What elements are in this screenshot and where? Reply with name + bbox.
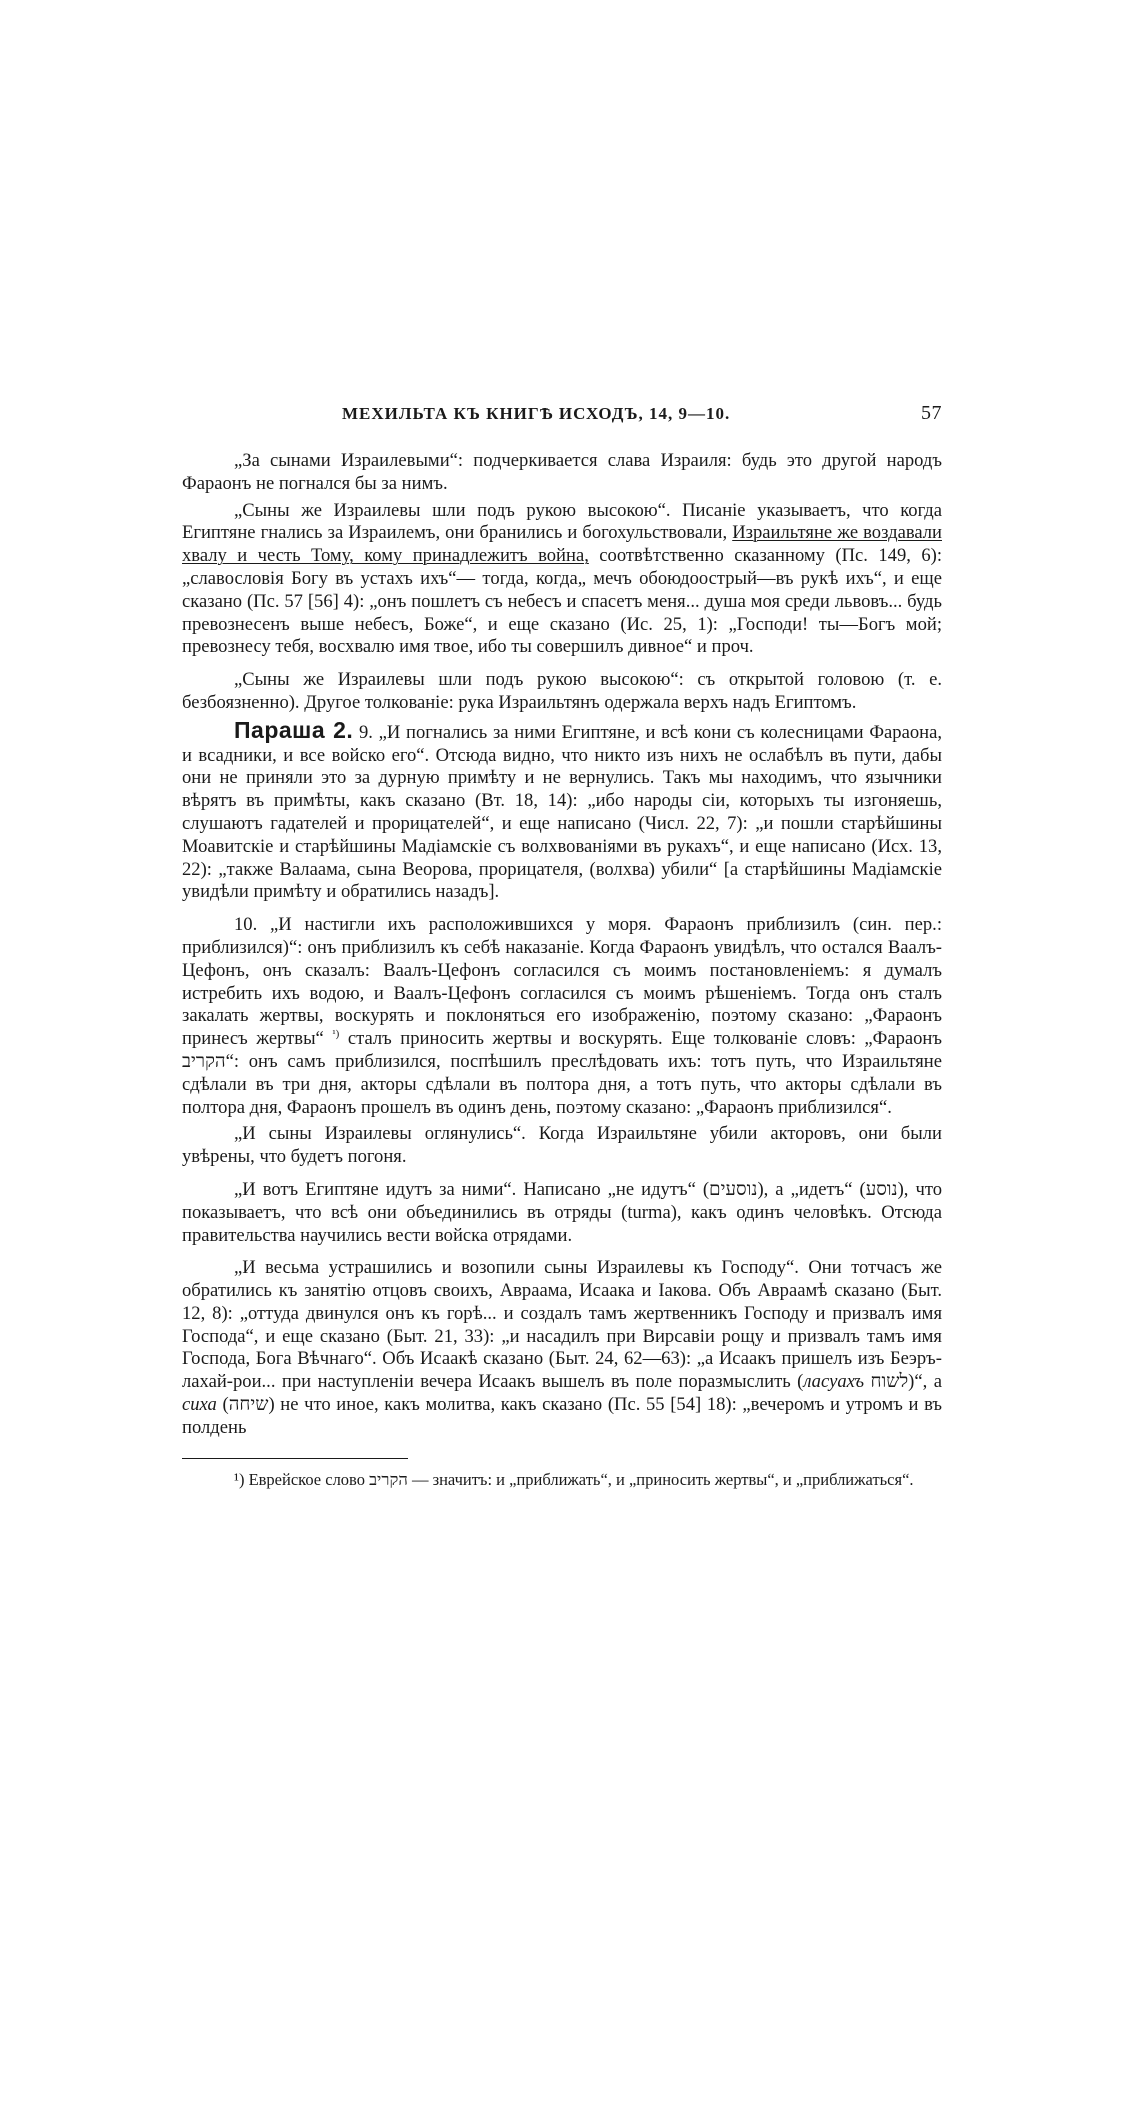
paragraph-2: [182, 500, 942, 660]
paragraph-8-text-c: (שיחה) не что иное, какъ молитва, какъ сказано (Пс. 55 [54] 18): „вечеромъ и утромъ и въ полдень: [182, 1394, 943, 1438]
paragraph-5-text-a: 10. „И настигли ихъ расположившихся у моря. Фараонъ приблизилъ (син. пер.: приблизился)“: онъ приблизилъ къ себѣ наказаніе. Когда Фараонъ увидѣлъ, что остался Ваалъ-Цефонъ, онъ сказалъ: Ваалъ-Цефонъ согласился съ моимъ постановленіемъ: я думалъ истребить ихъ водою, и Ваалъ-Цефонъ согласился съ моимъ рѣшеніемъ. Тогда онъ сталъ закалать жертвы, воскурять и поклоняться его изображенію, поэтому сказано: „Фараонъ принесъ жертвы“: [182, 914, 942, 1050]
page-number: 57: [921, 402, 942, 424]
parasha-heading: Параша 2.: [234, 716, 354, 743]
footnote: ¹) Еврейское слово הקריב — значитъ: и „приближать“, и „приносить жертвы“, и „приближаться“.: [234, 1469, 914, 1489]
paragraph-3: [182, 669, 942, 715]
transliteration-sikha: сиха: [182, 1394, 217, 1416]
paragraph-7-text: „И вотъ Египтяне идутъ за ними“. Написано „не идутъ“ (נוסעים), а „идетъ“ (נוסע), что показываетъ, что всѣ они объединились въ отряды (turma), какъ одинъ человѣкъ. Отсюда правительства научились вести войска отрядами.: [182, 1178, 942, 1246]
transliteration-lasuakh: ласуахъ: [803, 1371, 865, 1393]
paragraph-8: [182, 1257, 942, 1439]
page-header: [182, 398, 942, 432]
paragraph-5-text-b: сталъ приносить жертвы и воскурять. Еще толкованіе словъ: „Фараонъ הקריב“: онъ самъ приблизился, поспѣшилъ преслѣдовать ихъ: тотъ путь, что Израильтяне сдѣлали въ три дня, акторы сдѣлали въ полтора дня, а тотъ путь, что акторы сдѣлали въ полтора дня, Фараонъ прошелъ въ одинъ день, поэтому сказано: „Фараонъ приблизился“.: [182, 1028, 943, 1118]
running-title: МЕХИЛЬТА КЪ КНИГѢ ИСХОДЪ, 14, 9—10.: [342, 404, 731, 423]
paragraph-1: [182, 450, 942, 496]
paragraph-3-text: „Сыны же Израилевы шли подъ рукою высокою“: съ открытой головою (т. е. безбоязненно). Другое толкованіе: рука Израильтянъ одержала верхъ надъ Египтомъ.: [182, 669, 942, 713]
paragraph-4-text: 9. „И погнались за ними Египтяне, и всѣ кони съ колесницами Фараона, и всадники, и все войско его“. Отсюда видно, что никто изъ нихъ не ослабѣлъ въ пути, дабы они не приняли это за дурную примѣту и не вернулись. Такъ мы находимъ, что язычники вѣрятъ въ примѣты, какъ сказано (Вт. 18, 14): „ибо народы сіи, которыхъ ты изгоняешь, слушаютъ гадателей и прорицателей“, и еще написано (Числ. 22, 7): „и пошли старѣйшины Моавитскіе и старѣйшины Мадіамскіе съ волхвованіями въ рукахъ“, и еще написано (Исх. 13, 22): „также Валаама, сына Веорова, прорицателя, (волхва) убили“ [а старѣйшины Мадіамскіе увидѣли примѣту и обратились назадъ].: [182, 721, 942, 903]
underlined-passage: Израильтяне же воздавали хвалу и честь Тому, кому принадлежитъ война,: [182, 522, 942, 567]
page-body: [182, 450, 942, 1491]
paragraph-8-text-a: „И весьма устрашились и возопили сыны Израилевы къ Господу“. Они тотчасъ же обратились къ занятію отцовъ своихъ, Авраама, Исаака и Іакова. Объ Авраамѣ сказано (Быт. 12, 8): „оттуда двинулся онъ къ горѣ... и создалъ тамъ жертвенникъ Господу и призвалъ имя Господа“, и еще сказано (Быт. 21, 33): „и насадилъ при Вирсавіи рощу и призвалъ тамъ имя Господа, Бога Вѣчнаго“. Объ Исаакѣ сказано (Быт. 24, 62—63): „а Исаакъ пришелъ изъ Беэръ-лахай-рои... при наступленіи вечера Исаакъ вышелъ въ поле поразмыслить (: [182, 1257, 942, 1393]
book-page: [182, 398, 942, 1495]
paragraph-8-text-b: לשוח)“, а: [864, 1371, 942, 1393]
footnote-divider: [182, 1458, 408, 1459]
paragraph-5: [182, 914, 942, 1119]
paragraph-6-text: „И сыны Израилевы оглянулись“. Когда Израильтяне убили акторовъ, они были увѣрены, что будетъ погоня.: [182, 1123, 942, 1168]
paragraph-7: [182, 1179, 942, 1247]
paragraph-2-text-b: соотвѣтственно сказанному (Пс. 149, 6): „славословія Богу въ устахъ ихъ“— тогда, когда„ мечъ обоюдоострый—въ рукѣ ихъ“, и еще сказано (Пс. 57 [56] 4): „онъ пошлетъ съ небесъ и спасетъ меня... душа моя среди львовъ... будь превознесенъ выше небесъ, Боже“, и еще сказано (Ис. 25, 1): „Господи! ты—Богъ мой; превознесу тебя, восхвалю имя твое, ибо ты совершилъ дивное“ и проч.: [182, 545, 942, 658]
footnote-reference: ¹): [332, 1027, 340, 1040]
paragraph-4: [182, 716, 942, 904]
paragraph-1-text: „За сынами Израилевыми“: подчеркивается слава Израиля: будь это другой народъ Фараонъ не погнался бы за нимъ.: [182, 450, 942, 494]
paragraph-6: [182, 1123, 942, 1169]
paragraph-2-text-a: „Сыны же Израилевы шли подъ рукою высокою“. Писаніе указываетъ, что когда Египтяне гнались за Израилемъ, они бранились и богохульствовали,: [182, 499, 942, 544]
